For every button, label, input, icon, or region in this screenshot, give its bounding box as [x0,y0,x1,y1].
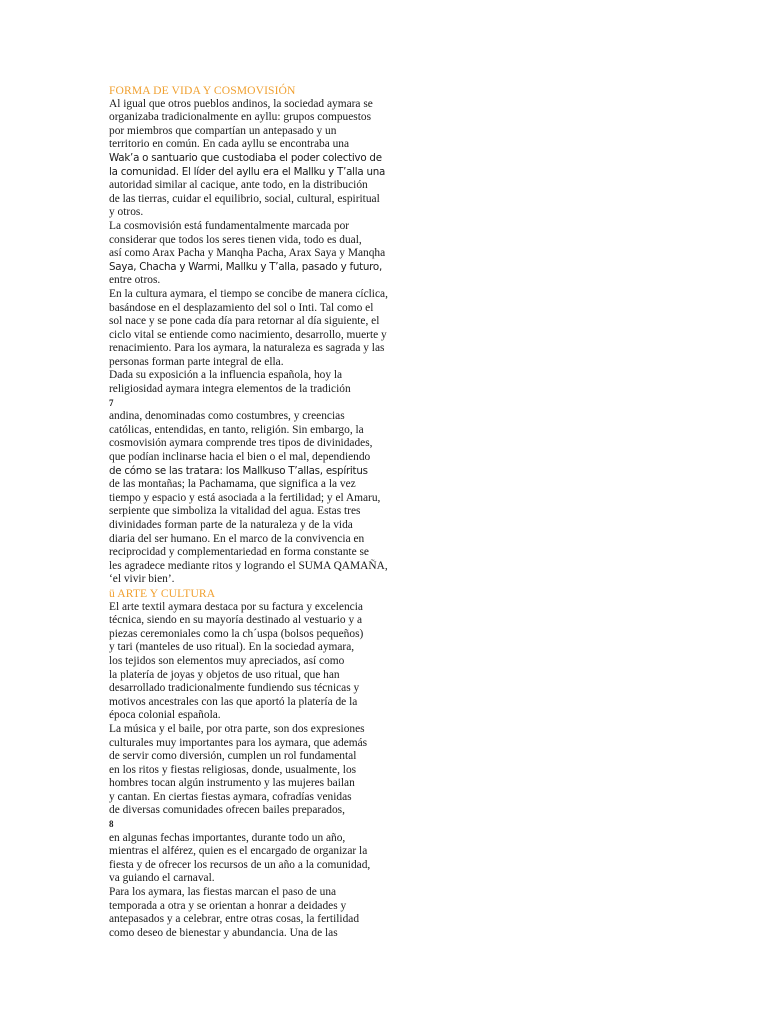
paragraph-line: ciclo vital se entiende como nacimiento, desarrollo, muerte y [109,328,387,341]
paragraph-line: El arte textil aymara destaca por su factura y excelencia [109,600,363,613]
paragraph-line: en algunas fechas importantes, durante todo un año, [109,831,346,844]
paragraph-line: Wak’a o santuario que custodiaba el poder colectivo de [109,151,382,164]
paragraph-line: basándose en el desplazamiento del sol o Inti. Tal como el [109,301,374,314]
paragraph-line: técnica, siendo en su mayoría destinado al vestuario y a [109,614,363,627]
paragraph-line: piezas ceremoniales como la ch´uspa (bolsos pequeños) [109,627,364,640]
bullet-icon: ü [109,586,115,600]
paragraph-line: diaria del ser humano. En el marco de la convivencia en [109,532,365,545]
paragraph-line: La cosmovisión está fundamentalmente marcada por [109,219,350,232]
paragraph-line: mientras el alférez, quien es el encargado de organizar la [109,845,368,858]
paragraph-line: de diversas comunidades ofrecen bailes preparados, [109,804,345,817]
paragraph-line: desarrollado tradicionalmente fundiendo sus técnicas y [109,682,360,695]
paragraph-line: va guiando el carnaval. [109,872,215,885]
paragraph-line: entre otros. [109,274,161,287]
paragraph-line: les agradece mediante ritos y logrando el SUMA QAMAÑA, [109,559,388,572]
section-heading-forma-de-vida: FORMA DE VIDA Y COSMOVISIÓN [109,84,296,97]
paragraph-line: antepasados y a celebrar, entre otras cosas, la fertilidad [109,913,360,926]
paragraph-line: autoridad similar al cacique, ante todo, en la distribución [109,179,368,192]
paragraph-line: de servir como diversión, cumplen un rol fundamental [109,750,357,763]
paragraph-line: religiosidad aymara integra elementos de la tradición [109,383,351,396]
paragraph-line: por miembros que compartían un antepasado y un [109,124,337,137]
paragraph-line: tiempo y espacio y está asociada a la fertilidad; y el Amaru, [109,491,381,504]
paragraph-line: Para los aymara, las fiestas marcan el paso de una [109,886,337,899]
paragraph-line: ‘el vivir bien’. [109,573,175,586]
paragraph-line: y tari (manteles de uso ritual). En la sociedad aymara, [109,641,355,654]
paragraph-line: personas forman parte integral de ella. [109,355,284,368]
paragraph-line: como deseo de bienestar y abundancia. Una de las [109,926,338,939]
paragraph-line: La música y el baile, por otra parte, son dos expresiones [109,722,365,735]
paragraph-line: divinidades forman parte de la naturaleza y de la vida [109,519,353,531]
paragraph-line: y otros. [109,206,144,219]
paragraph-line: así como Arax Pacha y Manqha Pacha, Arax Saya y Manqha [109,247,386,260]
footnote-marker: 7 [109,397,114,408]
paragraph-line: de las tierras, cuidar el equilibrio, social, cultural, espiritual [109,192,380,205]
paragraph-line: Saya, Chacha y Warmi, Mallku y T’alla, pasado y futuro, [109,260,382,273]
paragraph-line: culturales muy importantes para los aymara, que además [109,736,368,749]
paragraph-line: fiesta y de ofrecer los recursos de un año a la comunidad, [109,858,371,871]
paragraph-line: hombres tocan algún instrumento y las mujeres bailan [109,777,355,790]
section-heading-text: ARTE Y CULTURA [117,586,216,600]
paragraph-line: organizaba tradicionalmente en ayllu: grupos compuestos [109,111,372,124]
paragraph-line: los tejidos son elementos muy apreciados, así como [109,654,345,667]
section-heading-arte-y-cultura [109,587,409,601]
paragraph-line: serpiente que simboliza la vitalidad del agua. Estas tres [109,505,361,518]
text-column [109,84,409,940]
paragraph-line: En la cultura aymara, el tiempo se concibe de manera cíclica, [109,287,388,300]
paragraph-line: la comunidad. El líder del ayllu era el Mallku y T’alla una [109,165,386,178]
paragraph-line: temporada a otra y se orientan a honrar a deidades y [109,899,347,912]
paragraph-line: época colonial española. [109,709,221,722]
paragraph-line: cosmovisión aymara comprende tres tipos de divinidades, [109,437,373,450]
paragraph-line: Dada su exposición a la influencia española, hoy la [109,369,343,382]
paragraph-line: considerar que todos los seres tienen vida, todo es dual, [109,233,362,246]
paragraph-line: la platería de joyas y objetos de uso ritual, que han [109,668,340,681]
paragraph-line: de las montañas; la Pachamama, que significa a la vez [109,478,356,491]
paragraph-line: territorio en común. En cada ayllu se encontraba una [109,138,350,151]
paragraph-line: católicas, entendidas, en tanto, religión. Sin embargo, la [109,423,364,436]
paragraph-line: reciprocidad y complementariedad en forma constante se [109,546,369,559]
paragraph-line: andina, denominadas como costumbres, y creencias [109,410,345,423]
paragraph-line: y cantan. En ciertas fiestas aymara, cofradías venidas [109,790,352,803]
paragraph-line: motivos ancestrales con las que aportó la platería de la [109,695,358,708]
paragraph-line: Al igual que otros pueblos andinos, la sociedad aymara se [109,97,373,110]
paragraph-line: que podían inclinarse hacia el bien o el mal, dependiendo [109,451,371,464]
paragraph-line: renacimiento. Para los aymara, la naturaleza es sagrada y las [109,342,385,355]
paragraph-line: sol nace y se pone cada día para retornar al día siguiente, el [109,315,380,328]
paragraph-line: en los ritos y fiestas religiosas, donde, usualmente, los [109,763,357,776]
footnote-marker: 8 [109,819,114,830]
paragraph-line: de cómo se las tratara: los Mallkuso T’allas, espíritus [109,464,368,477]
